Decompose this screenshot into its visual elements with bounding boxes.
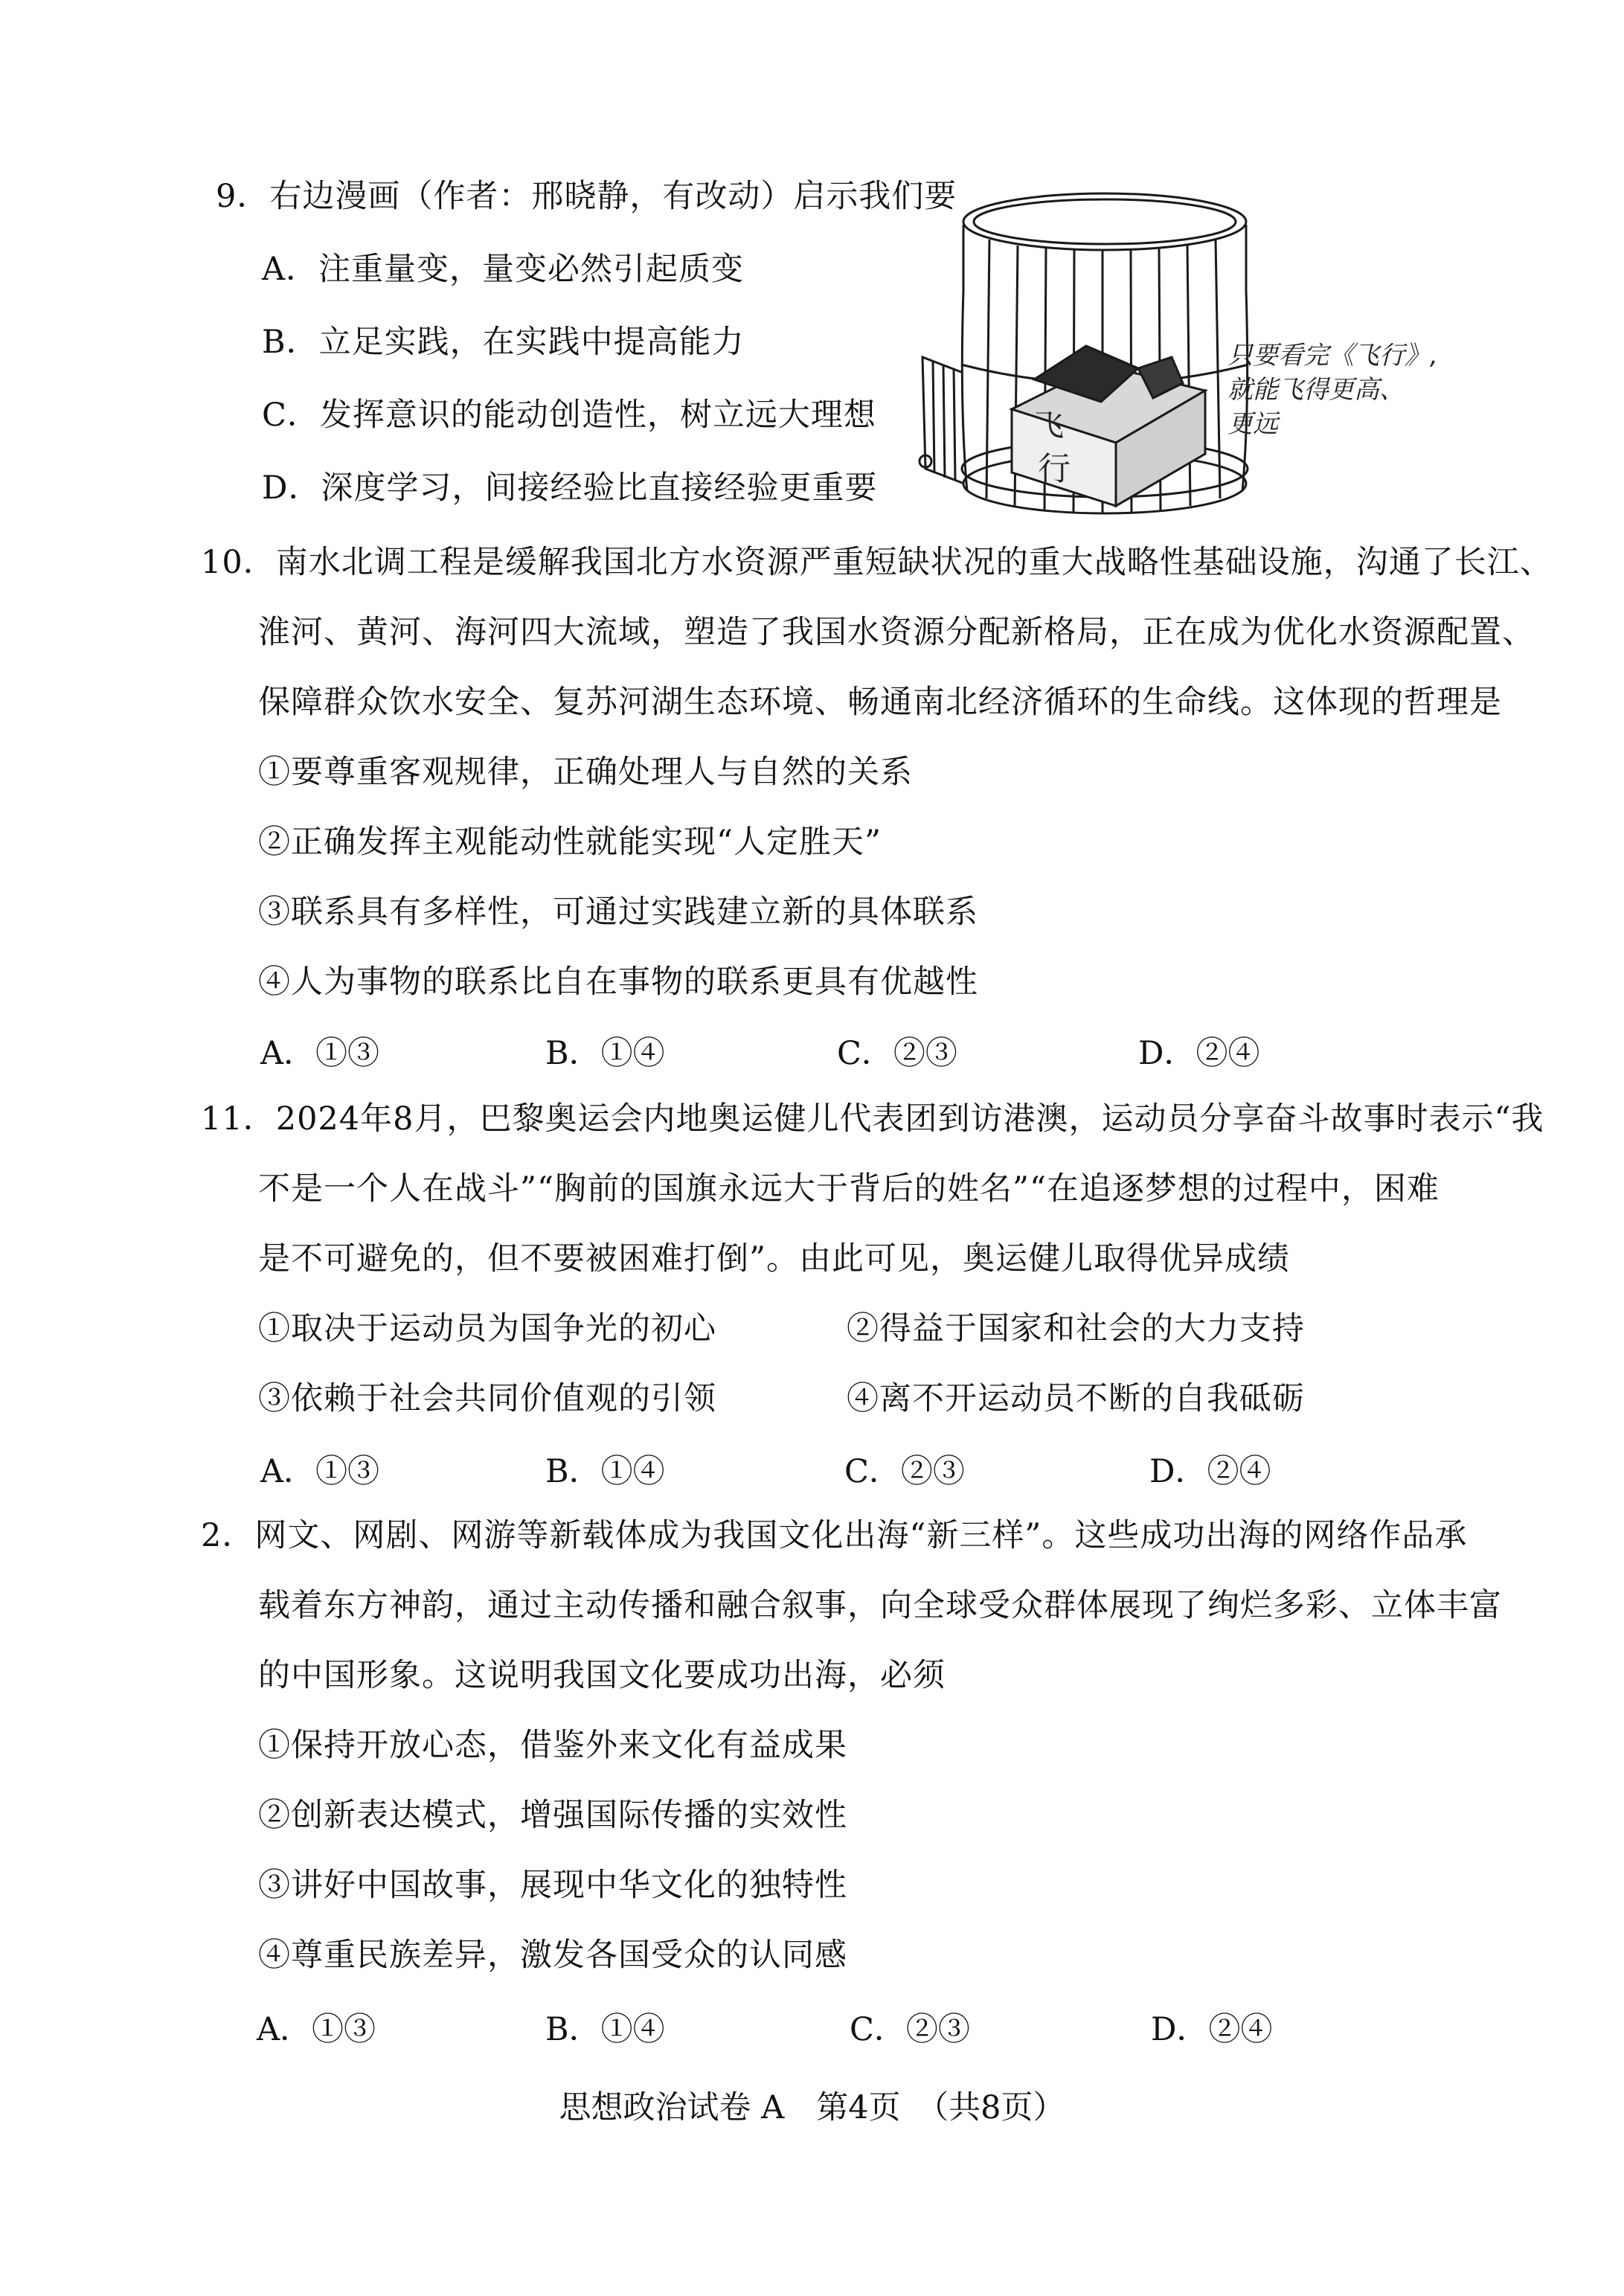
- q12-statement-3: ③讲好中国故事，展现中华文化的独特性: [258, 1867, 847, 1904]
- q11-choice-a: A．①③: [260, 1453, 380, 1490]
- cartoon-book-text-2: 行: [1038, 450, 1071, 488]
- q11-stem-line-1: 11．2024年8月，巴黎奥运会内地奥运健儿代表团到访港澳，运动员分享奋斗故事时表示“我: [201, 1100, 1544, 1138]
- q11-choice-c: C．②③: [844, 1453, 965, 1490]
- q10-choice-a: A．①③: [260, 1035, 380, 1072]
- q11-stem-line-3: 是不可避免的，但不要被困难打倒”。由此可见，奥运健儿取得优异成绩: [258, 1240, 1290, 1277]
- q12-stem-line-1: 2．网文、网剧、网游等新载体成为我国文化出海“新三样”。这些成功出海的网络作品承: [201, 1517, 1468, 1554]
- cartoon-caption-line-1: 只要看完《飞行》,: [1227, 341, 1438, 371]
- q10-stem-line-1: 10．南水北调工程是缓解我国北方水资源严重短缺状况的重大战略性基础设施，沟通了长江、: [201, 544, 1553, 581]
- q10-statement-2: ②正确发挥主观能动性就能实现“人定胜天”: [258, 824, 882, 861]
- q11-choice-b: B．①④: [545, 1453, 665, 1490]
- q12-choice-d: D．②④: [1151, 2011, 1273, 2048]
- q12-stem-line-3: 的中国形象。这说明我国文化要成功出海，必须: [258, 1657, 946, 1694]
- q11-statement-3: ③依赖于社会共同价值观的引领: [258, 1380, 716, 1417]
- q12-choice-c: C．②③: [850, 2011, 970, 2048]
- q10-choice-c: C．②③: [837, 1035, 957, 1072]
- q10-choice-d: D．②④: [1138, 1035, 1260, 1072]
- q11-stem-line-2: 不是一个人在战斗”“胸前的国旗永远大于背后的姓名”“在追逐梦想的过程中，困难: [258, 1170, 1440, 1208]
- q12-choice-b: B．①④: [545, 2011, 665, 2048]
- cartoon-book-text-1: 飞: [1034, 408, 1064, 443]
- q10-choice-b: B．①④: [545, 1035, 665, 1072]
- page-footer: 思想政治试卷 A 第4页 （共8页）: [559, 2089, 1065, 2126]
- q11-statement-4: ④离不开运动员不断的自我砥砺: [847, 1380, 1305, 1417]
- q10-statement-4: ④人为事物的联系比自在事物的联系更具有优越性: [258, 963, 978, 1001]
- q10-stem-line-2: 淮河、黄河、海河四大流域，塑造了我国水资源分配新格局，正在成为优化水资源配置、: [258, 614, 1535, 651]
- q11-statement-2: ②得益于国家和社会的大力支持: [847, 1310, 1305, 1347]
- q9-option-d: D．深度学习，间接经验比直接经验更重要: [262, 469, 878, 507]
- cartoon-caption-line-2: 就能飞得更高、: [1227, 375, 1405, 405]
- q10-statement-1: ①要尊重客观规律，正确处理人与自然的关系: [258, 754, 913, 791]
- q9-option-b: B．立足实践，在实践中提高能力: [262, 324, 745, 361]
- q9-stem: 9．右边漫画（作者：邢晓静，有改动）启示我们要: [216, 178, 957, 215]
- q9-option-c: C．发挥意识的能动创造性，树立远大理想: [262, 397, 876, 434]
- q12-choice-a: A．①③: [257, 2011, 376, 2048]
- q12-stem-line-2: 载着东方神韵，通过主动传播和融合叙事，向全球受众群体展现了绚烂多彩、立体丰富: [258, 1587, 1502, 1624]
- q11-choice-d: D．②④: [1149, 1453, 1271, 1490]
- q9-option-a: A．注重量变，量变必然引起质变: [262, 251, 745, 288]
- cartoon-caption-line-3: 更远: [1227, 409, 1278, 439]
- q10-statement-3: ③联系具有多样性，可通过实践建立新的具体联系: [258, 894, 978, 931]
- cartoon-caption: [1227, 339, 1438, 441]
- q11-statement-1: ①取决于运动员为国争光的初心: [258, 1310, 716, 1347]
- q12-statement-1: ①保持开放心态，借鉴外来文化有益成果: [258, 1727, 847, 1764]
- q10-stem-line-3: 保障群众饮水安全、复苏河湖生态环境、畅通南北经济循环的生命线。这体现的哲理是: [258, 684, 1502, 721]
- q12-statement-4: ④尊重民族差异，激发各国受众的认同感: [258, 1937, 847, 1974]
- q12-statement-2: ②创新表达模式，增强国际传播的实效性: [258, 1797, 847, 1834]
